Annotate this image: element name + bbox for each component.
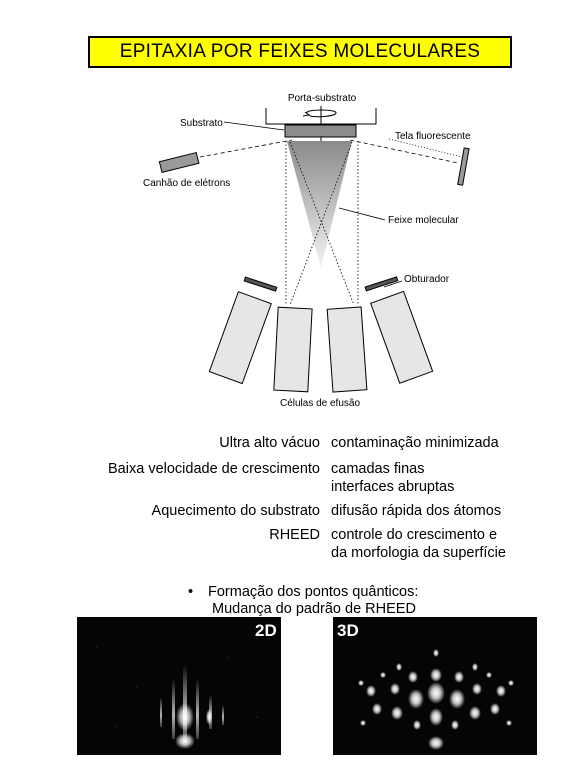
rheed-pattern-3d xyxy=(333,617,537,755)
label-tela-fluorescente: Tela fluorescente xyxy=(395,131,471,142)
rheed-3d-image xyxy=(333,617,537,755)
reflected-beam xyxy=(350,140,458,163)
property-label: Aquecimento do substrato xyxy=(151,503,320,519)
property-label: Baixa velocidade de crescimento xyxy=(108,461,320,477)
effusion-cell-1 xyxy=(209,292,271,384)
label-canhao: Canhão de elétrons xyxy=(143,178,231,189)
property-label: RHEED xyxy=(269,527,320,543)
bullet-symbol: • xyxy=(188,584,194,600)
electron-gun xyxy=(159,153,199,173)
shutter-left xyxy=(244,277,277,291)
label-obturador: Obturador xyxy=(404,274,450,285)
property-value: difusão rápida dos átomos xyxy=(331,503,502,519)
bullet-line-2: Mudança do padrão de RHEED xyxy=(212,601,416,617)
label-substrato: Substrato xyxy=(180,118,223,129)
property-value: da morfologia da superfície xyxy=(331,545,506,561)
property-value: interfaces abruptas xyxy=(331,479,455,495)
effusion-cell-4 xyxy=(371,291,433,383)
pattern-label-2d: 2D xyxy=(255,621,277,640)
label-porta-substrato: Porta-substrato xyxy=(287,93,357,104)
property-label: Ultra alto vácuo xyxy=(219,435,320,451)
effusion-cell-2 xyxy=(274,307,312,392)
pattern-label-3d: 3D xyxy=(337,621,359,640)
property-value: camadas finas xyxy=(331,461,425,477)
substrate xyxy=(285,125,356,137)
property-value: contaminação minimizada xyxy=(331,435,499,451)
rheed-2d-image xyxy=(77,617,281,755)
page-title: EPITAXIA POR FEIXES MOLECULARES xyxy=(88,36,512,68)
electron-beam xyxy=(200,140,292,157)
molecular-beam xyxy=(287,141,352,268)
leader-substrato xyxy=(224,122,284,130)
rheed-pattern-2d xyxy=(77,617,281,755)
fluorescent-screen xyxy=(458,148,469,185)
label-celulas: Células de efusão xyxy=(279,398,361,409)
leader-feixe xyxy=(339,208,385,220)
property-value: controle do crescimento e xyxy=(331,527,498,543)
label-feixe-molecular: Feixe molecular xyxy=(388,215,459,226)
effusion-cell-3 xyxy=(327,307,367,392)
bullet-line-1: Formação dos pontos quânticos: xyxy=(208,584,419,600)
